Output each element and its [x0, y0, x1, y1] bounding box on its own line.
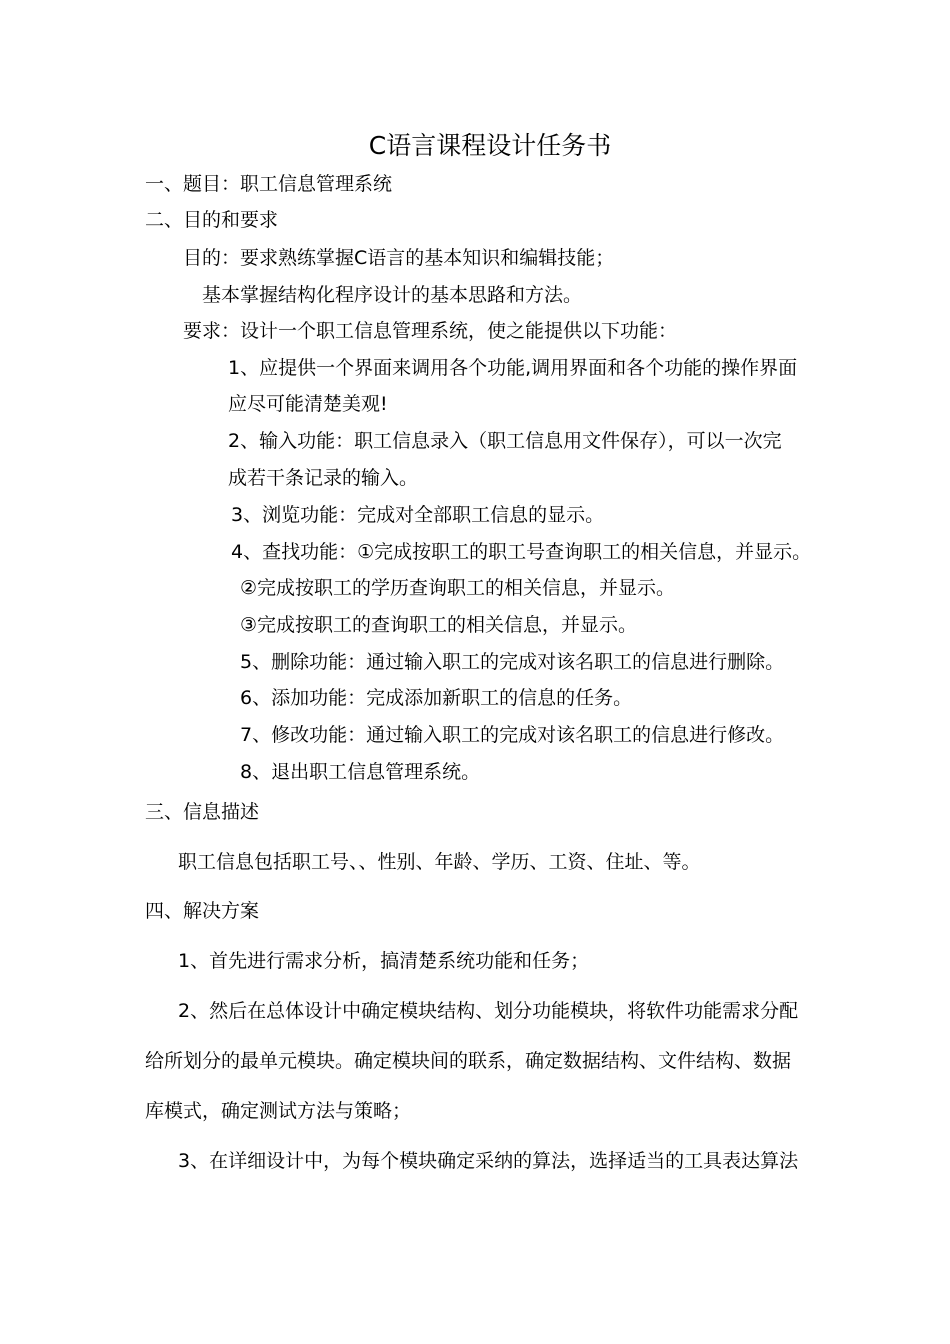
requirement-2-line-2: 成若干条记录的输入。	[228, 467, 419, 489]
requirement-3: 3、浏览功能：完成对全部职工信息的显示。	[231, 504, 605, 526]
section-purpose-requirements: 二、目的和要求	[145, 209, 279, 231]
requirement-4-line-2: ②完成按职工的学历查询职工的相关信息，并显示。	[240, 577, 676, 599]
solution-3-line-1: 3、在详细设计中，为每个模块确定采纳的算法，选择适当的工具表达算法	[178, 1150, 799, 1172]
requirement-1-line-2: 应尽可能清楚美观!	[228, 393, 388, 415]
requirement-2-line-1: 2、输入功能：职工信息录入（职工信息用文件保存），可以一次完	[228, 430, 782, 452]
info-description-text: 职工信息包括职工号、、性别、年龄、学历、工资、住址、等。	[178, 851, 701, 873]
requirement-4-line-3: ③完成按职工的查询职工的相关信息，并显示。	[240, 614, 638, 636]
document-title: C语言课程设计任务书	[368, 131, 612, 160]
requirement-5: 5、删除功能：通过输入职工的完成对该名职工的信息进行删除。	[240, 651, 785, 673]
solution-1: 1、首先进行需求分析，搞清楚系统功能和任务；	[178, 950, 590, 972]
requirements-intro: 要求：设计一个职工信息管理系统，使之能提供以下功能：	[183, 320, 678, 342]
requirement-7: 7、修改功能：通过输入职工的完成对该名职工的信息进行修改。	[240, 724, 785, 746]
requirement-1-line-1: 1、应提供一个界面来调用各个功能,调用界面和各个功能的操作界面	[228, 357, 798, 379]
section-topic: 一、题目：职工信息管理系统	[145, 173, 393, 195]
section-info-description: 三、信息描述	[145, 801, 260, 823]
purpose-line-1: 目的：要求熟练掌握C语言的基本知识和编辑技能；	[183, 247, 615, 269]
solution-2-line-2: 给所划分的最单元模块。确定模块间的联系，确定数据结构、文件结构、数据	[145, 1050, 792, 1072]
solution-2-line-3: 库模式，确定测试方法与策略；	[145, 1100, 412, 1122]
purpose-line-2: 基本掌握结构化程序设计的基本思路和方法。	[202, 284, 583, 306]
requirement-6: 6、添加功能：完成添加新职工的信息的任务。	[240, 687, 633, 709]
section-solution: 四、解决方案	[145, 900, 260, 922]
solution-2-line-1: 2、然后在总体设计中确定模块结构、划分功能模块，将软件功能需求分配	[178, 1000, 799, 1022]
requirement-4-line-1: 4、查找功能：①完成按职工的职工号查询职工的相关信息，并显示。	[231, 541, 812, 563]
requirement-8: 8、退出职工信息管理系统。	[240, 761, 481, 783]
